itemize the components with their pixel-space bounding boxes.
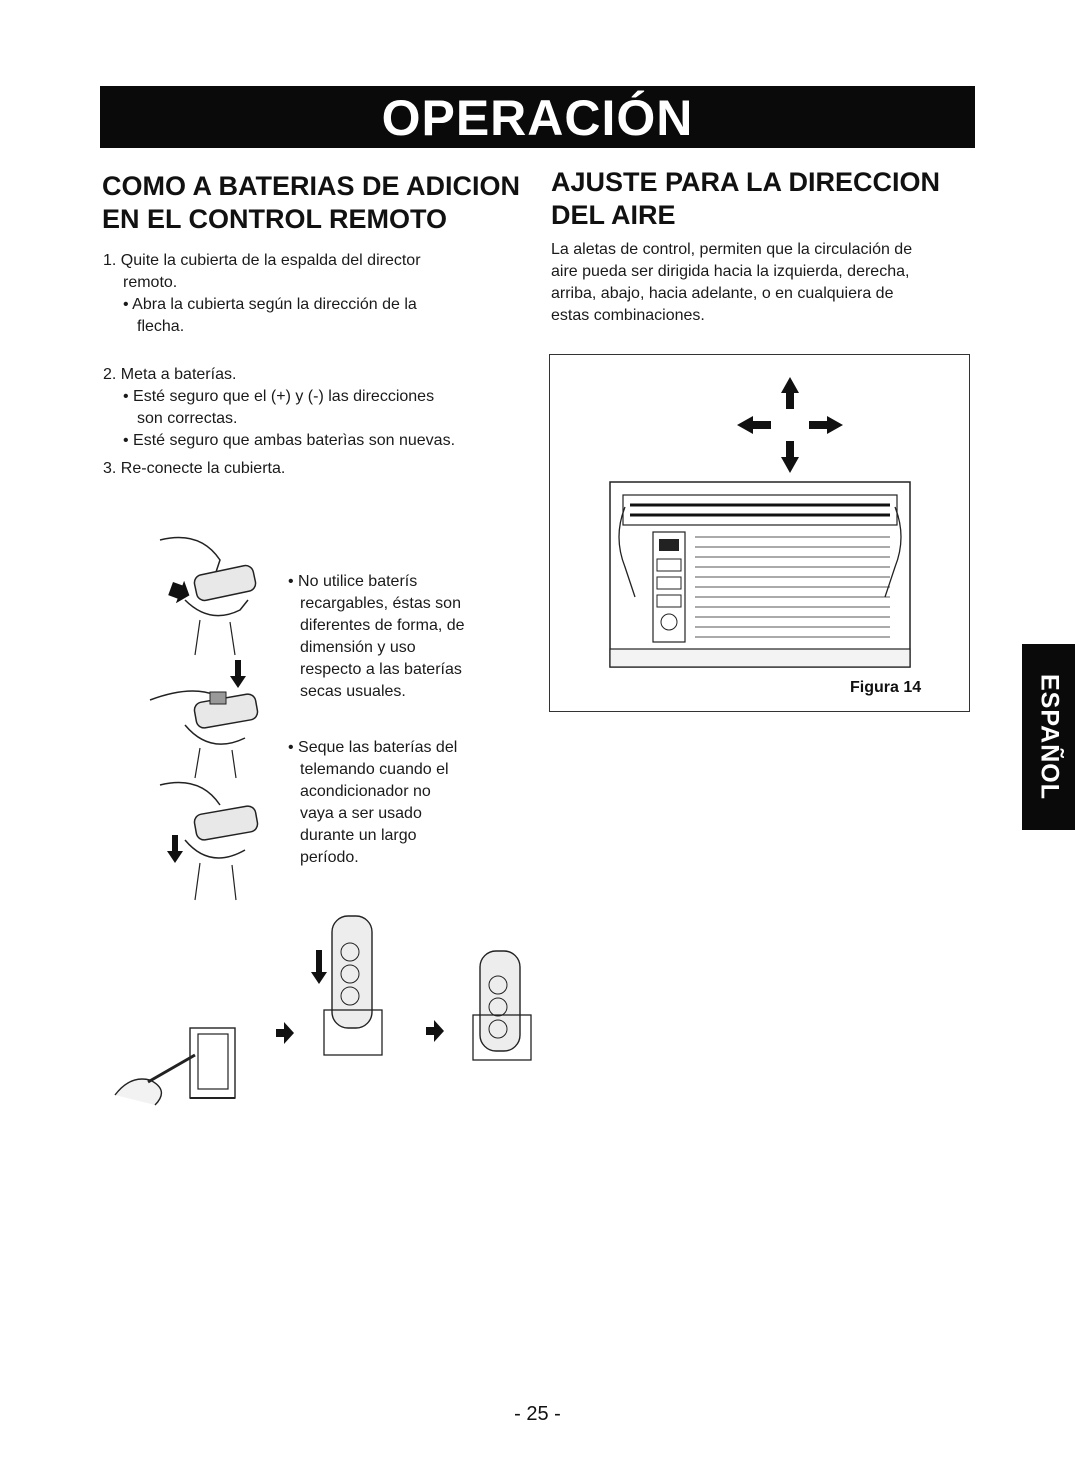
- step-2: 2. Meta a baterías. • Esté seguro que el (+) y (-) las direcciones son correctas. • Esté seguro que ambas baterìas son nuevas.: [103, 366, 456, 449]
- remote-cover-close-icon: [140, 775, 290, 905]
- arrow-right-icon: [276, 1022, 294, 1044]
- page-title: OPERACIÓN: [381, 90, 694, 146]
- arrow-right-icon: [426, 1020, 444, 1042]
- step-3: 3. Re-conecte la cubierta.: [103, 460, 286, 477]
- right-section-heading: AJUSTE PARA LA DIRECCION DEL AIRE: [551, 167, 941, 230]
- figure-caption: Figura 14: [850, 679, 922, 696]
- note-rechargeable: • No utilice baterís recargables, éstas son diferentes de forma, de dimensión y uso respecto a las baterías secas usuales.: [288, 573, 465, 700]
- remote-in-holder-icon: [465, 945, 540, 1065]
- remote-cover-open-icon: [140, 530, 290, 660]
- note-dry-batteries: • Seque las baterías del telemando cuando el acondicionador no vaya a ser usado durante un largo período.: [288, 739, 458, 866]
- battery-insert-icon: [140, 660, 290, 780]
- page-number: - 25 -: [514, 1403, 561, 1425]
- page-title-banner: [100, 86, 975, 148]
- air-direction-paragraph: La aletas de control, permiten que la circulación de aire pueda ser dirigida hacia la izquierda, derecha, arriba, abajo, hacia adelante, o en cualquiera de estas combinaciones.: [551, 241, 913, 324]
- left-section-heading: COMO A BATERIAS DE ADICION EN EL CONTROL REMOTO: [102, 171, 520, 234]
- air-direction-arrows-icon: [735, 375, 845, 475]
- step-1: 1. Quite la cubierta de la espalda del director remoto. • Abra la cubierta según la dirección de la flecha.: [103, 252, 421, 335]
- remote-in-holder-icon: [310, 910, 390, 1060]
- air-conditioner-icon: [605, 477, 915, 672]
- screwdriver-holder-icon: [110, 1020, 250, 1110]
- language-side-tab: ESPAÑOL: [1022, 644, 1075, 830]
- figure-14: [549, 354, 970, 712]
